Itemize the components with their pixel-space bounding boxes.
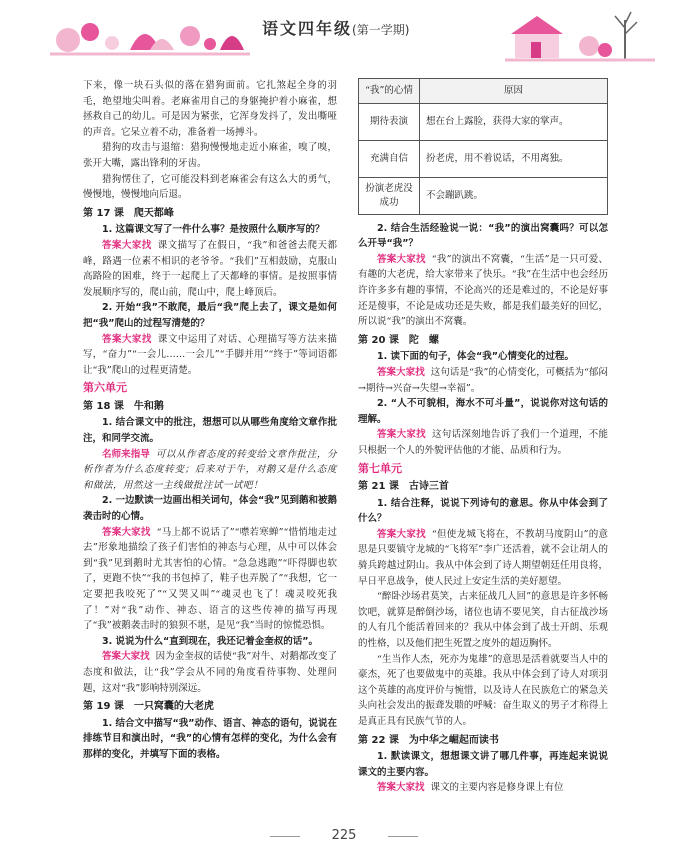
lesson-title: 第 19 课 一只窝囊的大老虎 — [83, 701, 214, 713]
answer: 答案大家找 课文中运用了对话、心理描写等方法来描写，“奋力”“一会儿……一会儿”“手脚并用”“终于”等词语都让“我”爬山的过程更清楚。 — [83, 333, 337, 376]
answer-label: 答案大家找 — [377, 528, 426, 540]
lesson-title: 第 18 课 牛和鹅 — [83, 400, 164, 412]
table-row: 扮演老虎没成功 不会蹦趴跳。 — [359, 177, 608, 214]
answer-label: 答案大家找 — [102, 333, 152, 345]
teacher-tip: 名师来指导 可以从作者态度的转变给文章作批注，分析作者为什么态度转变；后来对于牛，对鹅又是什么态度和做法，用然这一主线做批注试一试吧！ — [83, 448, 337, 491]
question: 1. 结合文中描写“我”动作、语言、神态的语句，说说在排练节目和演出时，“我”的心情有怎样的变化，为什么会有那样的变化，并填写下面的表格。 — [83, 717, 338, 760]
answer-label: 答案大家找 — [377, 366, 425, 378]
question: 1. 读下面的句子，体会“我”心情变化的过程。 — [377, 351, 575, 363]
divider — [388, 836, 418, 837]
answer: 答案大家找 “我”的演出不窝囊，“生活”是一只可爱、有趣的大老虎，给大家带来了快乐。“我”在生活中也会经历许许多多有趣的事情，不论高兴的还是难过的，不论是好事还是傻事，不论是成功还是失败，都是我们最美好的回忆，所以说“我”的演出不窝囊。 — [358, 253, 608, 328]
answer: 答案大家找 课文的主要内容是修身课上有位 — [377, 782, 564, 794]
question: 2. 开始“我”不敢爬，最后“我”爬上去了，课文是如何把“我”爬山的过程写清楚的？ — [83, 302, 337, 329]
table-row: 充满自信 扮老虎，用不着说话，不用离独。 — [359, 140, 608, 177]
question: 2. “人不可貌相，海水不可斗量”，说说你对这句话的理解。 — [358, 398, 608, 425]
paragraph: 下来，像一块石头似的落在猎狗面前。它扎煞起全身的羽毛，绝望地尖叫着。老麻雀用自己的身躯掩护着小麻雀，想拯救自己的幼儿。可是因为紧张，它浑身发抖了，发出嘶哑的声音。它呆立着不动，准备着一场搏斗。 — [83, 80, 337, 138]
answer: 答案大家找 课文描写了在假日，“我”和爸爸去爬天都峰，路遇一位素不相识的老爷爷。“我们”互相鼓励，克服山高路险的困难，终于一起爬上了天都峰的事情。是按照事情发展顺序写的，爬山前，爬山中，爬上峰顶后。 — [83, 239, 337, 298]
lesson-title: 第 21 课 古诗三首 — [358, 481, 449, 493]
table-header: 原因 — [420, 79, 608, 104]
answer-label: 答案大家找 — [377, 782, 425, 794]
question: 2. 结合生活经验说一说：“我”的演出窝囊吗？可以怎么开导“我”？ — [358, 222, 608, 250]
page-header — [0, 0, 689, 72]
answer: 答案大家找 这句话是“我”的心情变化，可概括为“郁闷→期待→兴奋→失望→幸福”。 — [358, 366, 608, 394]
lesson-title: 第 22 课 为中华之崛起而读书 — [358, 734, 499, 746]
answer: 答案大家找 “但使龙城飞将在，不教胡马度阴山”的意思是只要镇守龙城的“飞将军”李广还活着，就不会让胡人的骑兵跨越过阴山。我从中体会到了诗人期望朝廷任用良将，早日平息战争，使人民过上安定生活的美好愿望。 — [358, 528, 608, 587]
answer-label: 答案大家找 — [102, 651, 150, 663]
answer-label: 答案大家找 — [102, 239, 152, 251]
answer: 答案大家找 “马上都不说话了”“噤若寒蝉”“惜悄地走过去”形象地描绘了孩子们害怕的神态与心理，从中可以体会到“我”见到鹅时尤其害怕的心情。“急急逃跑”“吓得脚也软了，更跑不快”“我的书包掉了，鞋子也弄脱了”“我想，它一定要把我咬死了”“又哭又叫”“魂灵也飞了！魂灵咬死我了！”对“我”动作、神态、语言的这些传神的描写再现了“我”被鹅袭击时的狼狈不堪，是见“我”当时的惊慌恐惧。 — [83, 526, 337, 632]
page-number: 225 — [331, 828, 357, 843]
left-column — [83, 78, 337, 763]
question: 3. 说说为什么“直到现在，我还记着金奎叔的话”。 — [102, 635, 319, 647]
tip-label: 名师来指导 — [102, 448, 150, 460]
question: 1. 默读课文，想想课文讲了哪几件事，再连起来说说课文的主要内容。 — [358, 751, 608, 778]
right-column — [358, 78, 608, 796]
page-footer — [0, 826, 689, 846]
answer-label: 答案大家找 — [377, 253, 426, 265]
decorative-house-icon — [505, 6, 655, 64]
question: 2. 一边默读一边画出相关词句，体会“我”见到鹅和被鹅袭击时的心情。 — [83, 495, 338, 523]
decorative-art-left — [50, 10, 250, 60]
divider — [270, 836, 300, 837]
answer: 答案大家找 因为金奎叔的话使“我”对牛、对鹅都改变了态度和做法，让“我”学会从不同的角度看待事物、处理问题，这对“我”影响特别深远。 — [83, 651, 337, 694]
question: 1. 结合注释，说说下列诗句的意思。你从中体会到了什么？ — [358, 497, 608, 525]
question: 1. 结合课文中的批注，想想可以从哪些角度给文章作批注，和同学交流。 — [83, 417, 337, 445]
lesson-title: 第 17 课 爬天都峰 — [83, 207, 174, 219]
unit-title: 第七单元 — [358, 461, 402, 475]
book-title: 语文四年级(第一学期) — [262, 19, 410, 38]
answer: “醉卧沙场君莫笑，古来征战几人回”的意思是许多怀畅饮吧，就算是醉倒沙场，诸位也请不要见笑，自古征战沙场的人有几个能活着回来的？我从中体会到了战士开朗、乐观的性格，以及他们把生死置之度外的超迈胸怀。 — [358, 591, 608, 650]
answer-label: 答案大家找 — [102, 526, 151, 538]
mood-table — [358, 78, 608, 215]
unit-title: 第六单元 — [83, 381, 127, 395]
paragraph: 猎狗愣住了，它可能没料到老麻雀会有这么大的勇气，慢慢地，慢慢地向后退。 — [83, 173, 337, 201]
lesson-title: 第 20 课 陀 螺 — [358, 334, 439, 346]
question: 1. 这篇课文写了一件什么事？是按照什么顺序写的？ — [102, 224, 325, 236]
table-header: “我”的心情 — [359, 79, 420, 104]
answer-label: 答案大家找 — [377, 429, 426, 441]
paragraph: 猎狗的攻击与退缩：猎狗慢慢地走近小麻雀，嗅了嗅，张开大嘴，露出锋利的牙齿。 — [83, 142, 337, 169]
answer: “生当作人杰，死亦为鬼雄”的意思是活着就要当人中的豪杰，死了也要做鬼中的英雄。我从中体会到了诗人对项羽这个英雄的高度评价与惋惜，以及诗人在民族危亡的紧急关头向社会发出的振聋发聩的呼喊：奋生取义的男子才称得上是真正具有民族气节的人。 — [358, 653, 608, 727]
answer: 答案大家找 这句话深刻地告诉了我们一个道理，不能只根据一个人的外貌评估他的才能、品质和行为。 — [358, 429, 608, 456]
table-row: 期待表演 想在台上露脸，获得大家的掌声。 — [359, 103, 608, 140]
